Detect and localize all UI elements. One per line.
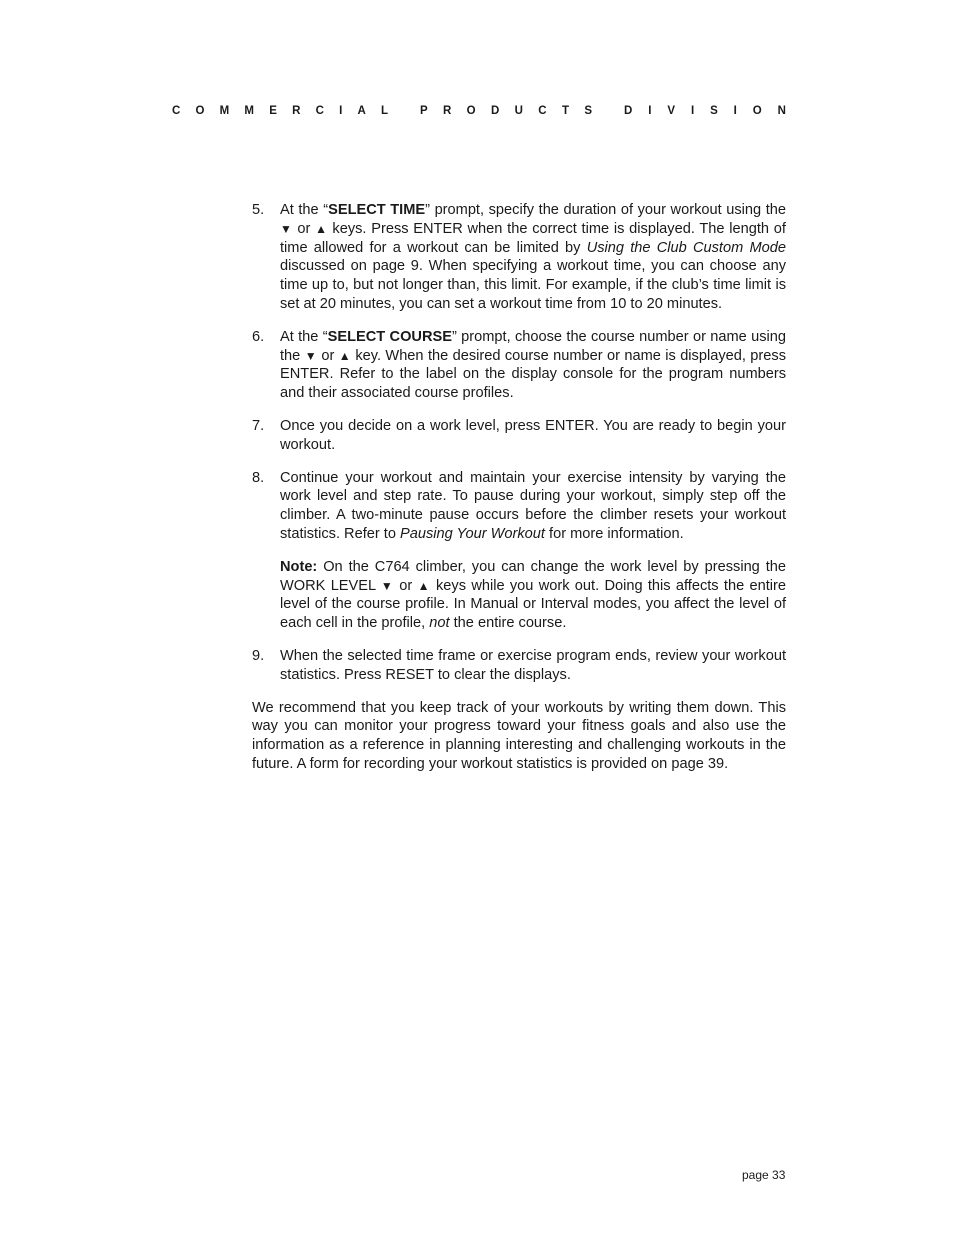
up-arrow-icon: ▲ [417, 578, 431, 593]
list-item-number: 7. [252, 417, 265, 434]
list-item-5 [252, 201, 786, 314]
list-item-text: At the “SELECT TIME” prompt, specify the duration of your workout using the ▼ or ▲ keys. Press ENTER when the correct time is displayed. The length of time allowed for a workout can be limited by Using the Club Custom Mode discussed on page 9. When specifying a workout time, you can choose any time up to, but not longer than, this limit. For example, if the club’s time limit is set at 20 minutes, you can set a workout time from 10 to 20 minutes. [280, 202, 787, 312]
list-item-6 [252, 328, 786, 403]
section-reference: Pausing Your Workout [400, 525, 545, 542]
section-reference: Using the Club Custom Mode [586, 239, 786, 256]
header-word-division: D I V I S I O N [624, 105, 786, 117]
list-item-number: 6. [252, 328, 265, 345]
list-item-number: 8. [252, 469, 265, 486]
page-number: page 33 [742, 1168, 786, 1182]
list-item-7 [252, 417, 786, 455]
prompt-name: SELECT COURSE [327, 328, 452, 345]
up-arrow-icon: ▲ [338, 348, 351, 363]
list-item-9 [252, 647, 786, 685]
list-item-text: At the “SELECT COURSE” prompt, choose the course number or name using the ▼ or ▲ key. When the desired course number or name is displayed, press ENTER. Refer to the label on the display console for the program numbers and their associated course profiles. [280, 328, 787, 402]
list-item-text: When the selected time frame or exercise program ends, review your workout statistics. Press RESET to clear the displays. [280, 647, 786, 683]
note-label: Note: [280, 558, 318, 575]
list-item-number: 9. [252, 647, 265, 664]
prompt-name: SELECT TIME [328, 202, 426, 218]
down-arrow-icon: ▼ [380, 578, 395, 593]
list-item-text: Continue your workout and maintain your exercise intensity by varying the work level and step rate. To pause during your workout, simply step off the climber. A two-minute pause occurs before the climber resets your workout statistics. Refer to Pausing Your Workout for more information. [280, 469, 786, 542]
down-arrow-icon: ▼ [304, 348, 317, 363]
note-paragraph: Note: On the C764 climber, you can change the work level by pressing the WORK LEVEL ▼ or ▲ keys while you work out. Doing this affects the entire level of the course profile. In Manual or Interval modes, you affect the level of each cell in the profile, not the entire course. [280, 558, 786, 632]
list-item-number: 5. [252, 202, 265, 218]
closing-paragraph: We recommend that you keep track of your workouts by writing them down. This way you can monitor your progress toward your fitness goals and also use the information as a reference in planning interesting and challenging workouts in the future. A form for recording your workout statistics is provided on page 39. [252, 699, 786, 772]
running-header [172, 104, 786, 118]
down-arrow-icon: ▼ [280, 221, 293, 236]
emphasis-text: not [429, 615, 450, 632]
header-word-products: P R O D U C T S [420, 105, 592, 117]
up-arrow-icon: ▲ [315, 221, 328, 236]
list-item-8 [252, 469, 786, 633]
header-word-commercial: C O M M E R C I A L [172, 105, 388, 117]
list-item-text: Once you decide on a work level, press ENTER. You are ready to begin your workout. [280, 417, 786, 453]
main-content [252, 201, 786, 774]
